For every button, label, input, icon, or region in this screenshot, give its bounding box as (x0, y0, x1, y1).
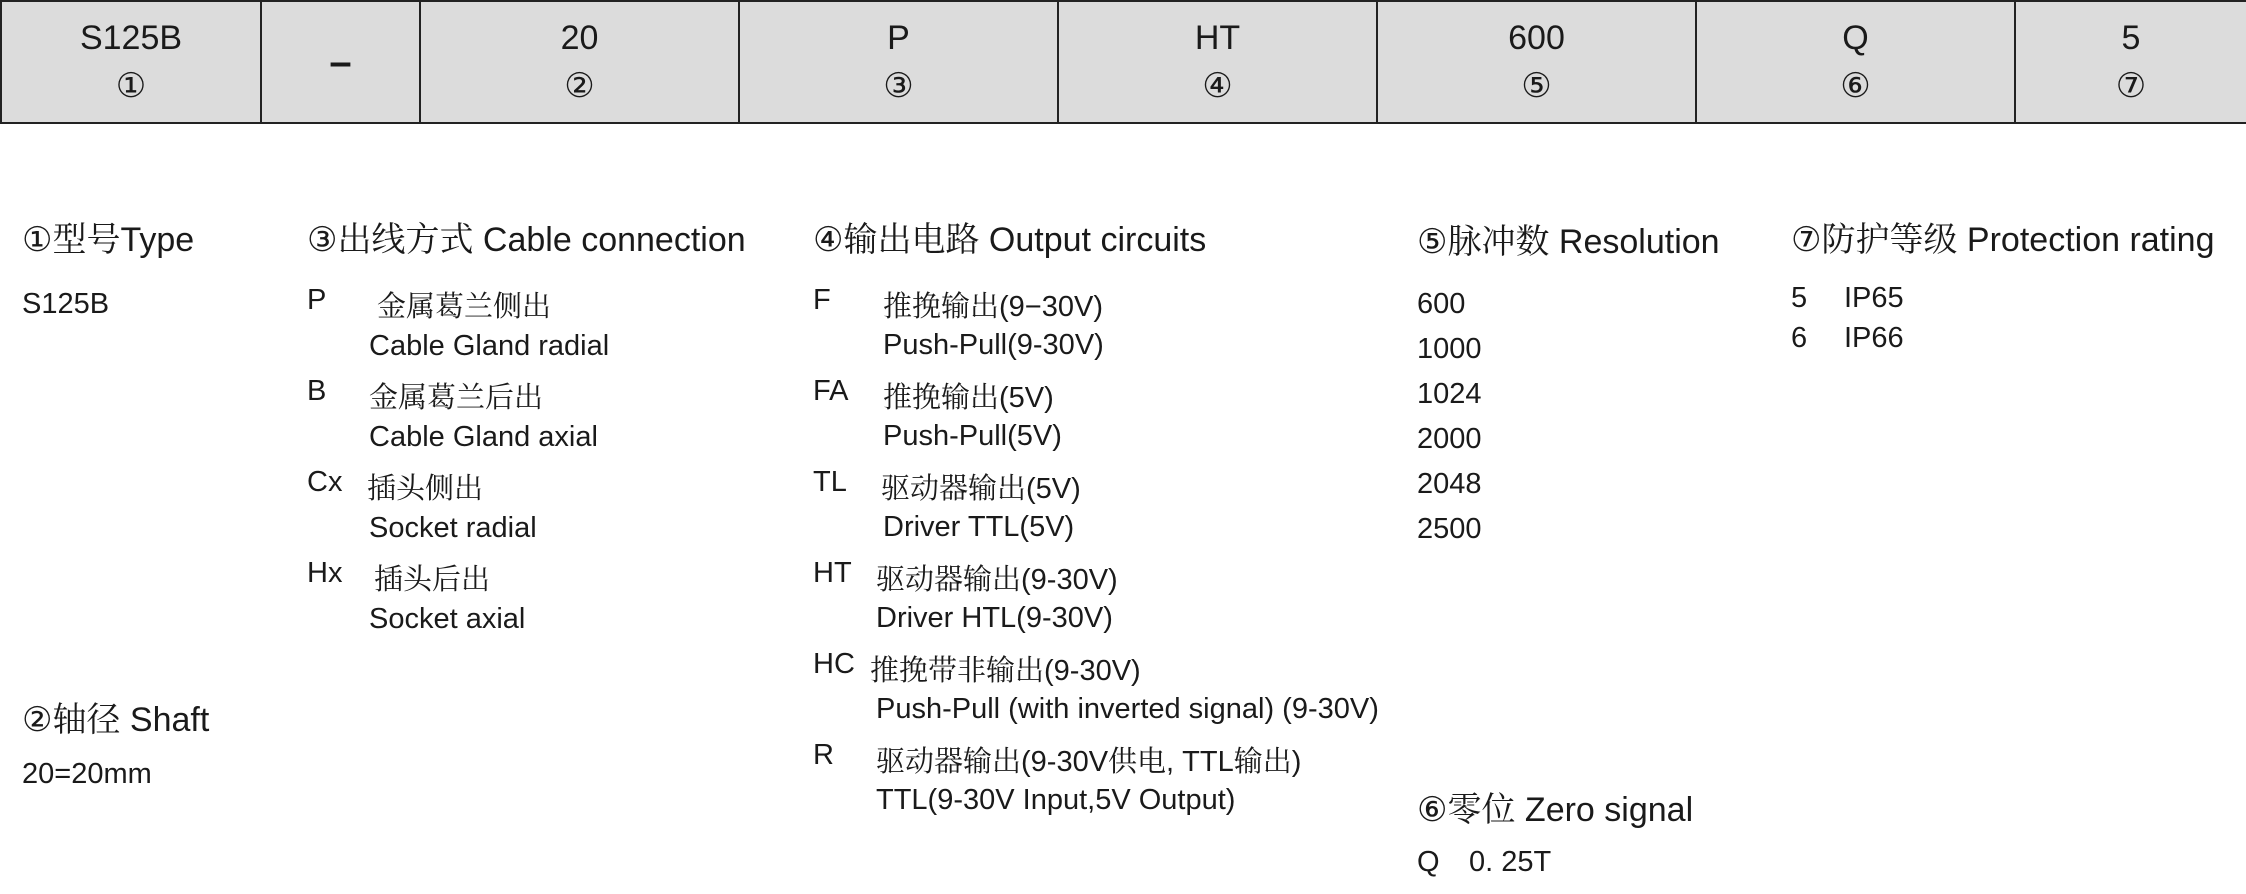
code-cell-shaft (421, 2, 740, 122)
option-en: Push-Pull (with inverted signal) (9-30V) (876, 693, 1379, 725)
code-value: 20 (560, 19, 599, 57)
type-section (22, 218, 194, 324)
list-item: 2000 (1417, 423, 1482, 455)
zero-section (1417, 788, 1817, 886)
ordering-code-table (0, 0, 2246, 124)
shaft-value: 20=20mm (22, 758, 152, 790)
list-item (813, 284, 1373, 374)
option-cn: 插头侧出 (367, 473, 484, 505)
option-cn: 驱动器输出(9-30V供电, TTL输出) (876, 746, 1302, 778)
list-item: 1000 (1417, 333, 1482, 365)
option-code: Q (1417, 846, 1440, 878)
code-value: P (887, 19, 910, 57)
code-number: ① (115, 67, 147, 105)
code-value: 5 (2121, 19, 2141, 57)
resolution-section (1417, 220, 1720, 552)
output-section (813, 218, 1379, 844)
list-item (307, 284, 767, 374)
option-cn: 金属葛兰后出 (369, 382, 544, 414)
code-value: HT (1194, 19, 1241, 57)
section-title: ④输出电路 Output circuits (813, 221, 1207, 259)
cable-options (307, 284, 767, 654)
option-code: B (307, 375, 327, 407)
code-number: ② (564, 67, 595, 105)
option-cn: 推挽输出(5V) (883, 382, 1054, 414)
option-cn: 推挽输出(9−30V) (883, 291, 1103, 323)
code-cell-type (0, 2, 262, 122)
option-cn: 驱动器输出(5V) (881, 473, 1081, 505)
list-item (1791, 282, 2091, 322)
code-number: ③ (883, 67, 914, 105)
option-cn: 驱动器输出(9-30V) (876, 564, 1118, 596)
section-title: ②轴径 Shaft (22, 701, 210, 739)
option-cn: 插头后出 (374, 564, 491, 596)
option-en: Socket axial (369, 603, 526, 635)
option-en: Socket radial (369, 512, 537, 544)
list-item: 2048 (1417, 468, 1482, 500)
option-code: Cx (307, 466, 343, 498)
option-code: F (813, 284, 831, 316)
code-cell-output (1059, 2, 1378, 122)
code-number: ⑤ (1521, 67, 1552, 105)
code-value: S125B (79, 19, 183, 57)
list-item (1417, 846, 1817, 886)
code-cell-cable (740, 2, 1059, 122)
list-item: 1024 (1417, 378, 1482, 410)
list-item (813, 466, 1373, 556)
option-code: HT (813, 557, 852, 589)
list-item (813, 739, 1373, 829)
list-item (307, 557, 767, 647)
option-en: TTL(9-30V Input,5V Output) (876, 784, 1236, 816)
option-cn: 推挽带非输出(9-30V) (870, 655, 1141, 687)
shaft-section (22, 698, 209, 794)
section-title: ⑤脉冲数 Resolution (1417, 223, 1720, 261)
option-desc: IP66 (1844, 322, 1904, 354)
list-item: 2500 (1417, 513, 1482, 545)
code-separator: – (329, 40, 352, 84)
code-number: ⑥ (1840, 67, 1871, 105)
option-en: Push-Pull(9-30V) (883, 329, 1104, 361)
list-item (813, 557, 1373, 647)
option-en: Driver TTL(5V) (883, 511, 1075, 543)
option-code: Hx (307, 557, 343, 589)
option-code: P (307, 284, 327, 316)
code-value: Q (1842, 19, 1869, 57)
list-item (1791, 322, 2091, 362)
protection-section (1791, 218, 2231, 372)
code-cell-protection (2016, 2, 2246, 122)
code-number: ⑦ (2115, 67, 2147, 105)
list-item (813, 375, 1373, 465)
option-code: R (813, 739, 834, 771)
resolution-list (1417, 282, 1720, 552)
protection-options (1791, 282, 2231, 372)
output-options (813, 284, 1379, 844)
code-cell-separator (262, 2, 421, 122)
code-cell-resolution (1378, 2, 1697, 122)
option-cn: 金属葛兰侧出 (377, 291, 552, 323)
list-item (307, 375, 767, 465)
list-item (813, 648, 1379, 738)
option-code: HC (813, 648, 855, 680)
list-item (307, 466, 767, 556)
code-number: ④ (1202, 67, 1233, 105)
option-en: Cable Gland axial (369, 421, 598, 453)
section-title: ③出线方式 Cable connection (307, 221, 746, 259)
option-desc: IP65 (1844, 282, 1904, 314)
option-en: Push-Pull(5V) (883, 420, 1062, 452)
code-cell-zero (1697, 2, 2016, 122)
option-en: Driver HTL(9-30V) (876, 602, 1113, 634)
code-value: 600 (1508, 19, 1565, 57)
section-title: ⑥零位 Zero signal (1417, 791, 1694, 829)
option-en: Cable Gland radial (369, 330, 610, 362)
cable-section (307, 218, 767, 654)
type-value: S125B (22, 288, 110, 320)
option-code: 5 (1791, 282, 1808, 314)
section-title: ⑦防护等级 Protection rating (1791, 221, 2215, 259)
section-title: ①型号Type (22, 221, 195, 259)
option-desc: 0. 25T (1469, 846, 1552, 878)
option-code: 6 (1791, 322, 1808, 354)
list-item: 600 (1417, 288, 1466, 320)
option-code: FA (813, 375, 849, 407)
option-code: TL (813, 466, 847, 498)
